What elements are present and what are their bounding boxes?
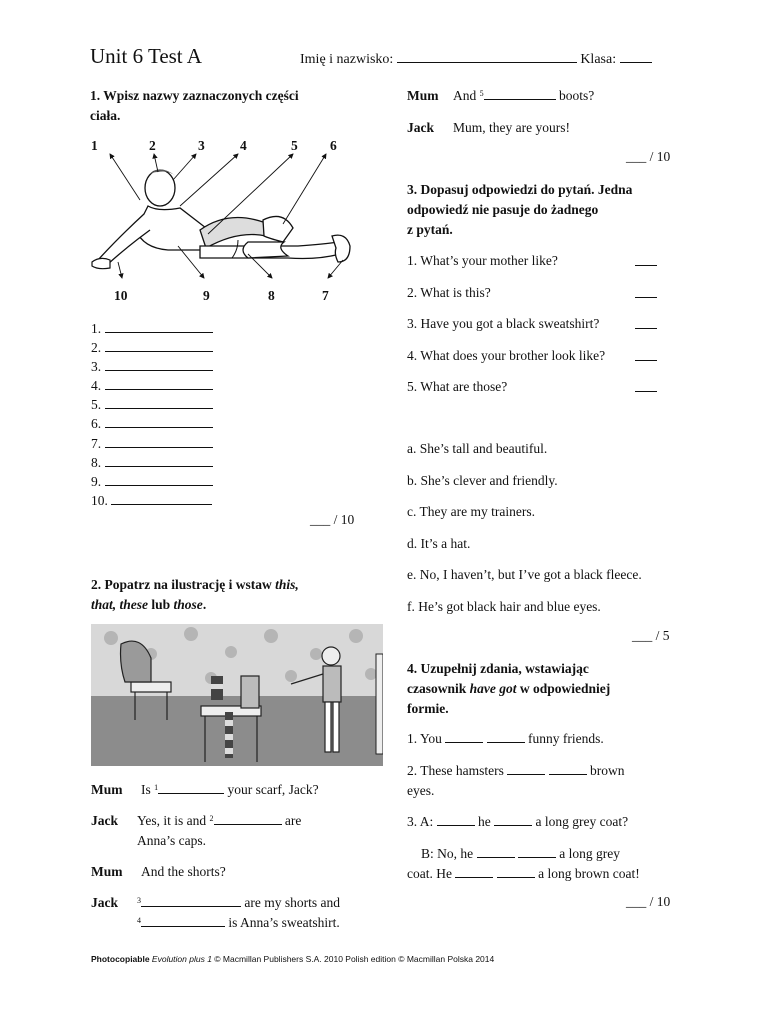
ex1-answer-row: 8. [91, 453, 213, 472]
blank-4[interactable] [141, 914, 225, 927]
blank[interactable] [518, 845, 556, 858]
blank[interactable] [507, 762, 545, 775]
blank[interactable] [437, 813, 475, 826]
blank-3[interactable] [141, 894, 241, 907]
answer-field[interactable] [635, 316, 657, 329]
answer-field[interactable] [635, 253, 657, 266]
class-field[interactable] [620, 50, 652, 63]
blank[interactable] [445, 730, 483, 743]
ex3-heading: 3. Dopasuj odpowiedzi do pytań. Jedna odpowiedź nie pasuje do żadnego z pytań. [407, 182, 633, 237]
ex1-answer-row: 1. [91, 319, 213, 338]
label-1: 1 [91, 138, 98, 153]
sentence-4-cont: coat. He a long brown coat! [407, 865, 640, 881]
ex1-answer-list [91, 319, 213, 510]
blank-5[interactable] [484, 87, 556, 100]
question-row: 1. What’s your mother like? [407, 251, 667, 283]
ex1-answer-row: 5. [91, 395, 213, 414]
ex3-questions [407, 251, 667, 409]
answer-option: c. They are my trainers. [407, 504, 535, 519]
name-row [300, 50, 652, 68]
ex1-answer-row: 6. [91, 414, 213, 433]
sentence-4: B: No, he a long grey [421, 845, 620, 861]
ex1-answer-row: 9. [91, 472, 213, 491]
body-figure-illustration [88, 150, 358, 290]
ex4-heading: 4. Uzupełnij zdania, wstawiając czasownik have got w odpowiedniej formie. [407, 661, 611, 716]
ex1-score: ___ / 10 [310, 512, 355, 527]
ex1-answer-field[interactable] [105, 339, 213, 352]
dialogue-line: Mum And the shorts? [91, 864, 226, 879]
class-label: Klasa: [580, 52, 617, 67]
label-10: 10 [114, 288, 128, 303]
dialogue-line: Jack Yes, it is and $^2$ are Anna’s caps. [91, 813, 302, 848]
name-label: Imię i nazwisko: [300, 52, 394, 67]
ex1-answer-field[interactable] [105, 473, 213, 486]
label-8: 8 [268, 288, 275, 303]
answer-option: a. She’s tall and beautiful. [407, 441, 548, 456]
answer-field[interactable] [635, 285, 657, 298]
ex3-answers [407, 439, 642, 628]
question-row: 5. What are those? [407, 377, 667, 409]
ex1-answer-field[interactable] [105, 377, 213, 390]
blank[interactable] [455, 865, 493, 878]
answer-option: d. It’s a hat. [407, 535, 471, 551]
blank[interactable] [494, 813, 532, 826]
ex1-answer-field[interactable] [105, 454, 213, 467]
ex2-dialogue-cont [407, 86, 697, 138]
dialogue-line: Mum Is $^1$ your scarf, Jack? [91, 782, 319, 797]
sentence-1: 1. You funny friends. [407, 731, 604, 746]
blank[interactable] [487, 730, 525, 743]
answer-field[interactable] [635, 348, 657, 361]
ex1-answer-row: 3. [91, 357, 213, 376]
footer-copyright: Photocopiable Evolution plus 1 © Macmillan Publishers S.A. 2010 Polish edition © Macmillan Polska 2014 [91, 954, 495, 964]
ex2-score: ___ / 10 [626, 149, 671, 164]
dialogue-line: Mum And $^5$ boots? [407, 88, 595, 103]
ex1-answer-row: 2. [91, 338, 213, 357]
label-2: 2 [149, 138, 156, 153]
room-illustration [91, 624, 383, 766]
name-field[interactable] [397, 50, 577, 63]
blank[interactable] [477, 845, 515, 858]
ex1-answer-field[interactable] [105, 358, 213, 371]
sentence-3: 3. A: he a long grey coat? [407, 814, 629, 829]
question-row: 3. Have you got a black sweatshirt? [407, 314, 667, 346]
dialogue-line: Jack $^3$ are my shorts and $^4$ is Anna’s sweatshirt. [91, 895, 340, 930]
blank[interactable] [497, 865, 535, 878]
ex2-heading: 2. Popatrz na ilustrację i wstaw this, that, these lub those. [91, 577, 299, 612]
page-title: Unit 6 Test A [90, 44, 202, 68]
ex1-answer-row: 7. [91, 434, 213, 453]
ex1-answer-field[interactable] [105, 396, 213, 409]
ex1-heading-line2: ciała. [90, 108, 121, 123]
blank-2[interactable] [214, 812, 282, 825]
ex1-answer-field[interactable] [105, 435, 213, 448]
ex4-sentences: 1. You funny friends. 2. These hamsters brown eyes. 3. A: he a long grey coat? B: No, he a long grey coat. He a long brown coat! [407, 729, 687, 884]
label-4: 4 [240, 138, 247, 153]
blank[interactable] [549, 762, 587, 775]
dialogue-line: Jack Mum, they are yours! [407, 120, 570, 135]
ex4-score: ___ / 10 [626, 894, 671, 909]
ex3-score: ___ / 5 [632, 628, 670, 643]
label-6: 6 [330, 138, 337, 153]
sentence-2: 2. These hamsters brown [407, 762, 625, 778]
ex1-answer-field[interactable] [105, 320, 213, 333]
ex1-answer-field[interactable] [105, 415, 213, 428]
label-9: 9 [203, 288, 210, 303]
blank-1[interactable] [158, 781, 224, 794]
ex1-answer-field[interactable] [111, 492, 212, 505]
ex1-answer-row: 10. [91, 491, 213, 510]
answer-field[interactable] [635, 379, 657, 392]
ex1-answer-row: 4. [91, 376, 213, 395]
answer-option: f. He’s got black hair and blue eyes. [407, 598, 601, 614]
question-row: 4. What does your brother look like? [407, 346, 667, 378]
label-7: 7 [322, 288, 329, 303]
label-5: 5 [291, 138, 298, 153]
label-3: 3 [198, 138, 205, 153]
ex1-heading-line1: 1. Wpisz nazwy zaznaczonych części [90, 88, 299, 103]
answer-option: e. No, I haven’t, but I’ve got a black fleece. [407, 567, 642, 582]
question-row: 2. What is this? [407, 283, 667, 315]
answer-option: b. She’s clever and friendly. [407, 472, 558, 488]
ex1-heading [90, 86, 299, 126]
